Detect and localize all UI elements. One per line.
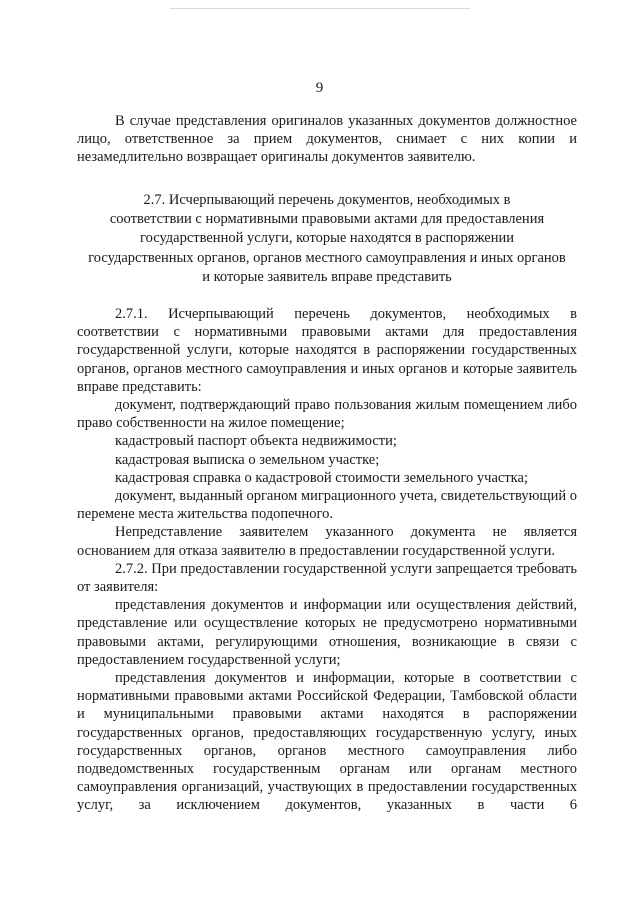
list-item-cadastral-passport: кадастровый паспорт объекта недвижимости; [115, 433, 397, 450]
intro-paragraph: В случае представления оригиналов указанных документов должностное лицо, ответственное за прием документов, снимает с них копии и незамедлительно возвращает оригиналы документов заявителю. [77, 113, 577, 166]
heading-line: и которые заявитель вправе представить [202, 268, 452, 285]
section-heading [74, 191, 580, 287]
heading-line: государственных органов, органов местного самоуправления и иных органов [88, 249, 566, 266]
heading-line: государственной услуги, которые находятся в распоряжении [140, 230, 514, 247]
heading-line: соответствии с нормативными правовыми актами для предоставления [109, 211, 545, 228]
list-item-cadastral-certificate: кадастровая справка о кадастровой стоимости земельного участка; [115, 469, 528, 486]
list-item-migration-document: документ, выданный органом миграционного учета, свидетельствующий о перемене места жительства подопечного. [77, 488, 577, 523]
list-item-cadastral-extract: кадастровая выписка о земельном участке; [115, 451, 380, 468]
list-item-document-right: документ, подтверждающий право пользования жилым помещением либо право собственности на жилое помещение; [77, 397, 577, 432]
paragraph-2-7-2: 2.7.2. При предоставлении государственной услуги запрещается требовать от заявителя: [77, 560, 577, 596]
paragraph-non-submission: Непредставление заявителем указанного документа не является основанием для отказа заявителю в предоставлении государственной услуги. [77, 524, 577, 559]
scan-top-edge-line [170, 8, 470, 9]
section-body [77, 305, 577, 815]
paragraph-prohibited-documents: представления документов и информации или осуществления действий, представление или осуществление которых не предусмотрено нормативными правовыми актами, регулирующими отношения, возникающие в связи с предоставлением государственной услуги; [77, 597, 577, 668]
page-number: 9 [315, 80, 324, 96]
paragraph-2-7-1: 2.7.1. Исчерпывающий перечень документов, необходимых в соответствии с нормативными правовыми актами для предоставления государственной услуги, которые находятся в распоряжении государственных органов, органов местного самоуправления и иных органов и которые заявитель вправе представить: [77, 306, 577, 395]
heading-line: 2.7. Исчерпывающий перечень документов, необходимых в [143, 192, 511, 208]
paragraph-prohibited-information: представления документов и информации, которые в соответствии с нормативными правовыми актами Российской Федерации, Тамбовской области и муниципальными правовыми актами находятся в распоряжении государственных органов, предоставляющих государственную услугу, иных государственных органов, органов местного самоуправления либо подведомственных государственным органам или органам местного самоуправления организаций, участвующих в предоставлении государственных услуг, за исключением документов, указанных в части 6 [77, 670, 577, 814]
intro-block [77, 112, 577, 167]
